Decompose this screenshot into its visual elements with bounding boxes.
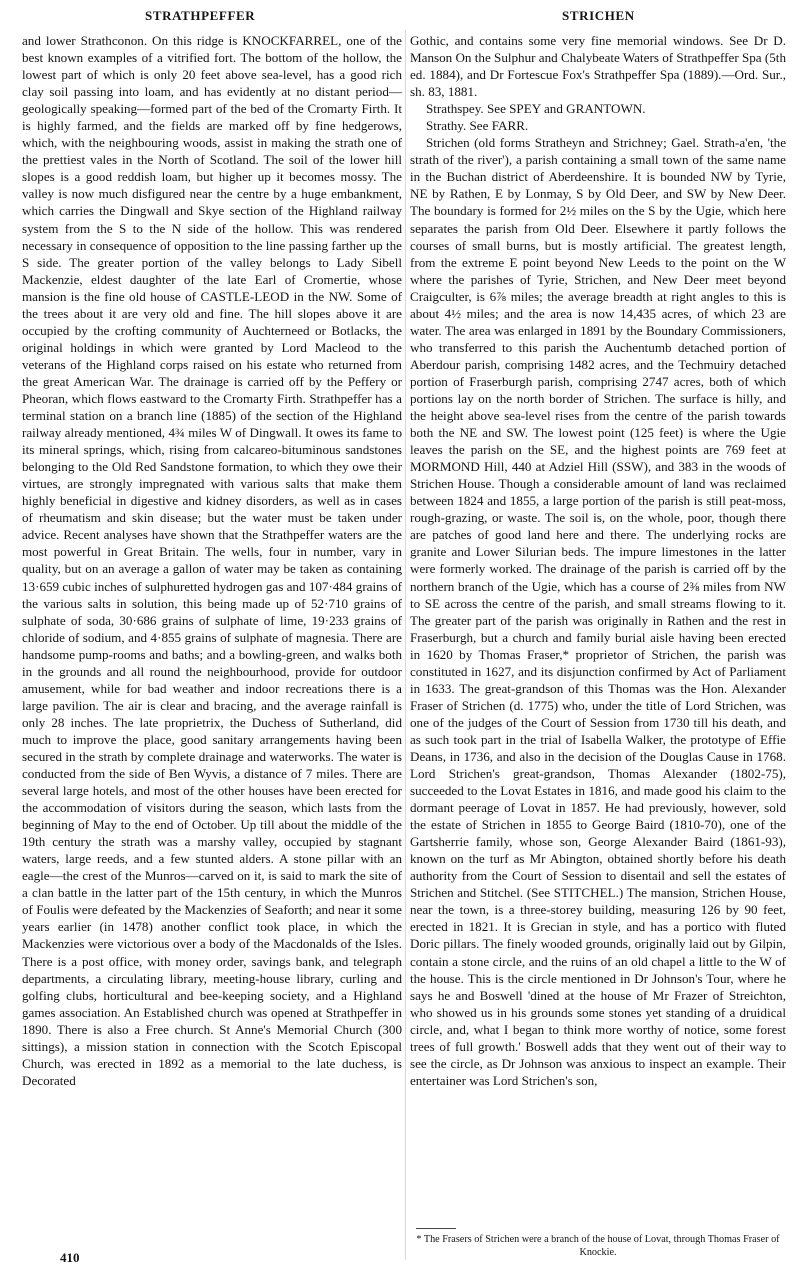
entry-strathspey: Strathspey. See SPEY and GRANTOWN.	[426, 101, 646, 117]
left-column	[22, 32, 402, 1089]
page-number: 410	[60, 1250, 80, 1265]
right-column	[410, 32, 786, 1227]
footnote-rule	[416, 1228, 456, 1229]
footnote: * The Frasers of Strichen were a branch of the house of Lovat, through Thomas Fraser of Knockie.	[416, 1234, 780, 1258]
entry-strathy: Strathy. See FARR.	[426, 118, 529, 134]
running-head-left: STRATHPEFFER	[145, 8, 256, 23]
entry-strichen: Strichen (old forms Stratheyn and Strichney; Gael. Strath-a'en, 'the strath of the river'), a parish containing a small town of the same name in the Buchan district of Aberdeenshire. It is bounded NW by Tyrie, NE by Rathen, E by Lonmay, S by Old Deer, and SW by New Deer. The boundary is formed for 2½ miles on the S by the Ugie, which here separates the parish from Old Deer. Elsewhere it partly follows the courses of small burns, but is mostly artificial. The greatest length, from the extreme E point beyond New Leeds to the point on the W where the parishes of Tyrie, Strichen, and New Deer meet beyond Craigculter, is 6⅞ miles; the average breadth at right angles to this is about 4½ miles; and the area is now 14,435 acres, of which 23 are water. The area was enlarged in 1891 by the Boundary Commissioners, who transferred to this parish the Auchentumb detached portion of Aberdour parish, comprising 1482 acres, and the Techmuiry detached portion of Fraserburgh parish, comprising 2747 acres, both of which portions lay on the north border of Strichen. The surface is hilly, and the height above sea-level rises from the centre of the parish towards both the NE and SW. The lowest point (125 feet) is where the Ugie leaves the parish on the SE, and the highest points are 769 feet at MORMOND Hill, 440 at Adziel Hill (SSW), and 383 in the woods of Strichen House. Though a considerable amount of land was reclaimed between 1824 and 1855, a large portion of the parish is still peat-moss, rough-grazing, or waste. The soil is, on the whole, poor, though there are patches of good land here and there. The underlying rocks are granite and Lower Silurian beds. The impure limestones in the latter were formerly worked. The drainage of the parish is carried off by the northern branch of the Ugie, which has a course of 2⅜ miles from NW to SE across the centre of the parish, and small streams flowing to it. The greater part of the parish was originally in Rathen and the rest in Fraserburgh, but a church and family burial aisle having been erected in 1620 by Thomas Fraser,* proprietor of Strichen, the parish was constituted in 1627, and its disjunction confirmed by Act of Parliament in 1633. The great-grandson of this Thomas was the Hon. Alexander Fraser of Strichen (d. 1775) who, under the title of Lord Strichen, was one of the judges of the Court of Session from 1730 till his death, and as such took part in the trial of Isabella Walker, the prototype of Effie Deans, in 1736, and also in the decision of the Douglas Cause in 1768. Lord Strichen's great-grandson, Thomas Alexander (1802-75), succeeded to the Lovat Estates in 1816, and made good his claim to the dormant peerage of Lovat in 1857. He had previously, however, sold the estate of Strichen in 1855 to George Baird (1810-70), one of the Gartsherrie family, whose son, George Alexander Baird (1861-93), known on the turf as Mr Abington, obtained shortly before his death authority from the Court of Session to disentail and sell the estates of Strichen and Stitchel. (See STITCHEL.) The mansion, Strichen House, near the town, is a three-storey building, measuring 126 by 90 feet, erected in 1821. It is Grecian in style, and has a portico with fluted Doric pillars. The finely wooded grounds, originally laid out by Gilpin, contain a stone circle, and the ruins of an old chapel a little to the W of the house. This is the circle mentioned in Dr Johnson's Tour, where he says he and Boswell 'dined at the house of Mr Frazer of Streichton, who showed us in his grounds some stones yet standing of a druidical circle, and, what I began to think more worthy of notice, some forest trees of full growth.' Boswell adds that they went out of their way to see the circle, as Dr Johnson was anxious to inspect an example. Their entertainer was Lord Strichen's son,	[410, 135, 786, 1088]
strathpeffer-article-continuation: Gothic, and contains some very fine memorial windows. See Dr D. Manson On the Sulphur and Chalybeate Waters of Strathpeffer Spa (5th ed. 1884), and Dr Fortescue Fox's Strathpeffer Spa (1889).—Ord. Sur., sh. 83, 1881.	[410, 33, 786, 100]
strathpeffer-article-text: and lower Strathconon. On this ridge is KNOCKFARREL, one of the best known examples of a vitrified fort. The bottom of the hollow, the lowest part of which is only 20 feet above sea-level, has a good rich clay soil passing into loam, and has evidently at no distant period—geologically speaking—formed part of the bed of the Cromarty Firth. It is highly farmed, and the fields are marked off by fine hedgerows, which, with the neighbouring woods, assist in making the strath one of the prettiest vales in the North of Scotland. The soil of the lower hill slopes is a good reddish loam, but higher up it becomes mossy. The valley is now much disfigured near the centre by a huge embankment, which carries the Dingwall and Skye section of the Highland railway system from the S to the N side of the hollow. This was rendered necessary in consequence of opposition to the line passing farther up the S side. The greater portion of the valley belongs to Lady Sibell Mackenzie, eldest daughter of the late Earl of Cromertie, whose mansion is the fine old house of CASTLE-LEOD in the NW. Some of the trees about it are very old and fine. The hill slopes above it are occupied by the crofting community of Auchterneed or Botlacks, the original holdings in which were granted by Lord Macleod to the veterans of the Highland corps raised on his estate who returned from the great American War. The drainage is carried off by the Peffery or Pheoran, which flows eastward to the Cromarty Firth. Strathpeffer has a terminal station on a branch line (1885) of the section of the Highland railway already mentioned, 4¾ miles W of Dingwall. It owes its fame to its mineral springs, which, rising from calcareo-bituminous sandstones belonging to the Old Red Sandstone formation, to which they owe their virtues, are strongly impregnated with various salts that make them highly beneficial in digestive and kidney disorders, as well as in cases of rheumatism and skin disease; but the water must be taken under advice. Recent analyses have shown that the Strathpeffer waters are the most powerful in Great Britain. The wells, four in number, vary in quality, but on an average a gallon of water may be taken as containing 13·659 cubic inches of sulphuretted hydrogen gas and 107·484 grains of the various salts in solution, this being made up of 52·710 grains of sulphate of soda, 30·686 grains of sulphate of lime, 19·233 grains of chloride of sodium, and 4·855 grains of sulphate of magnesia. There are handsome pump-rooms and baths; and a bowling-green, and walks both in the grounds and all round the neighbourhood, provide for outdoor amusement, while for bad weather and indoor recreations there is a large pavilion. The air is clear and bracing, and the average rainfall is only 28 inches. The late proprietrix, the Duchess of Sutherland, did much to improve the place, good sanitary arrangements having been secured in the strath by complete drainage and waterworks. The water is conducted from the side of Ben Wyvis, a distance of 7 miles. There are several large hotels, and most of the other houses have been erected for the accommodation of visitors during the season, which lasts from the beginning of May to the end of October. Up till about the middle of the 19th century the strath was a marshy valley, occupied by stagnant waters, large reeds, and a few stunted alders. A stone pillar with an eagle—the crest of the Munros—carved on it, is said to mark the site of a clan battle in the latter part of the 15th century, in which the Munros of Foulis were defeated by the Mackenzies of Seaforth; and near it some years earlier (in 1478) another conflict took place, in which the Mackenzies were victorious over a body of the Macdonalds of the Isles. There is a post office, with money order, savings bank, and telegraph departments, a circulating library, meeting-house library, curling and golfing clubs, horticultural and bee-keeping society, and a Highland games association. An Established church was opened at Strathpeffer in 1890. There is also a Free church. St Anne's Memorial Church (300 sittings), a mission station in connection with the Scotch Episcopal Church, was erected in 1892 as a memorial to the late duchess, is Decorated	[22, 33, 402, 1088]
running-head-right: STRICHEN	[562, 8, 635, 23]
column-gutter	[405, 30, 406, 1260]
